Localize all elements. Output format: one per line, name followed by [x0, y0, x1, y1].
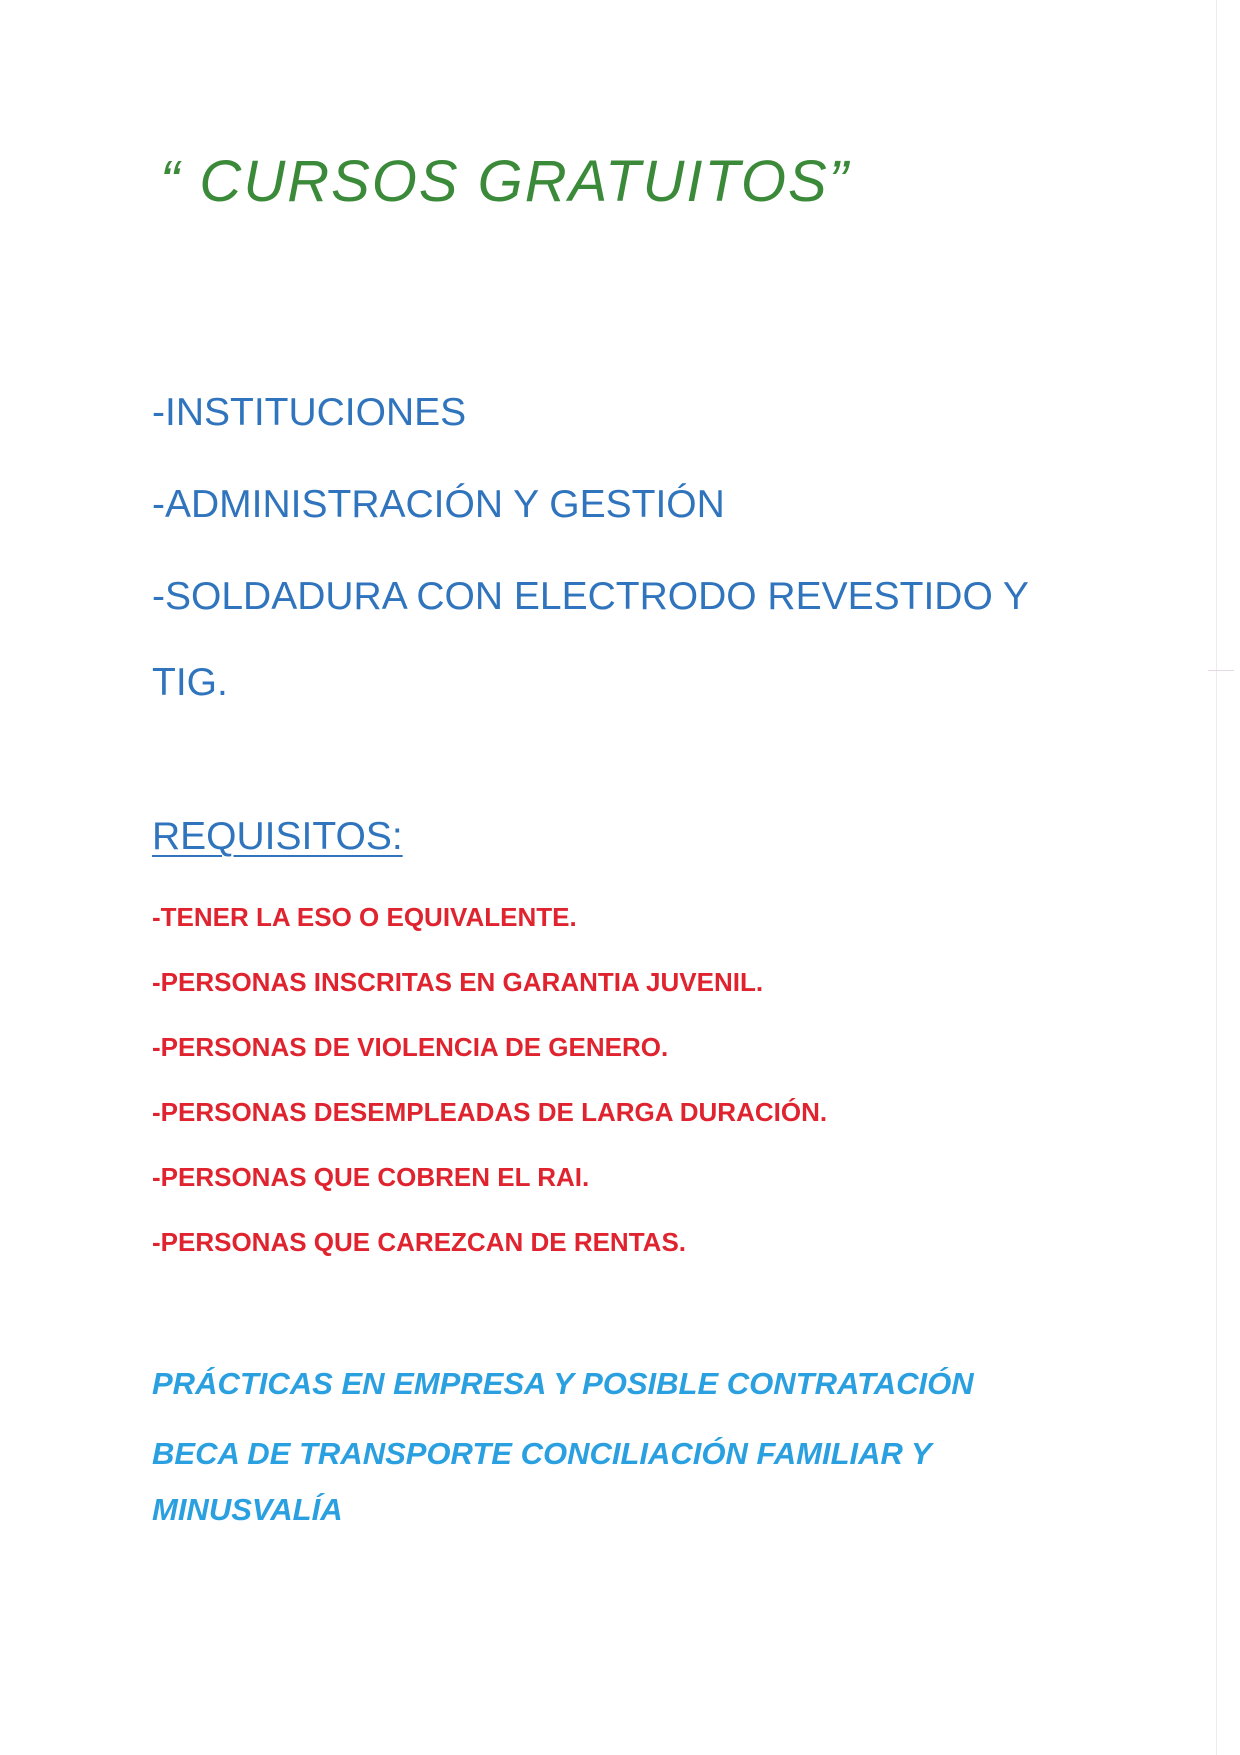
- benefits-list: [152, 1356, 1052, 1538]
- course-item-administracion: -ADMINISTRACIÓN Y GESTIÓN: [152, 483, 725, 526]
- page-title: “ CURSOS GRATUITOS”: [160, 149, 850, 214]
- requirement-item: -PERSONAS DE VIOLENCIA DE GENERO.: [152, 1032, 669, 1062]
- requirement-item: -PERSONAS DESEMPLEADAS DE LARGA DURACIÓN.: [152, 1097, 828, 1127]
- course-item-instituciones: -INSTITUCIONES: [152, 391, 467, 434]
- requirements-heading: REQUISITOS:: [152, 815, 403, 858]
- requirement-item: -PERSONAS QUE COBREN EL RAI.: [152, 1162, 590, 1192]
- benefit-practicas: PRÁCTICAS EN EMPRESA Y POSIBLE CONTRATACIÓN: [152, 1366, 974, 1401]
- scan-edge-mark: [1208, 670, 1234, 671]
- benefit-beca: BECA DE TRANSPORTE CONCILIACIÓN FAMILIAR Y MINUSVALÍA: [152, 1436, 932, 1527]
- requirements-list: [152, 900, 827, 1290]
- requirement-item: -TENER LA ESO O EQUIVALENTE.: [152, 902, 577, 932]
- course-item-soldadura: -SOLDADURA CON ELECTRODO REVESTIDO Y TIG.: [152, 575, 1029, 704]
- requirement-item: -PERSONAS INSCRITAS EN GARANTIA JUVENIL.: [152, 967, 764, 997]
- course-list: [152, 388, 1052, 726]
- requirement-item: -PERSONAS QUE CAREZCAN DE RENTAS.: [152, 1227, 687, 1257]
- scan-edge-line: [1216, 0, 1217, 1755]
